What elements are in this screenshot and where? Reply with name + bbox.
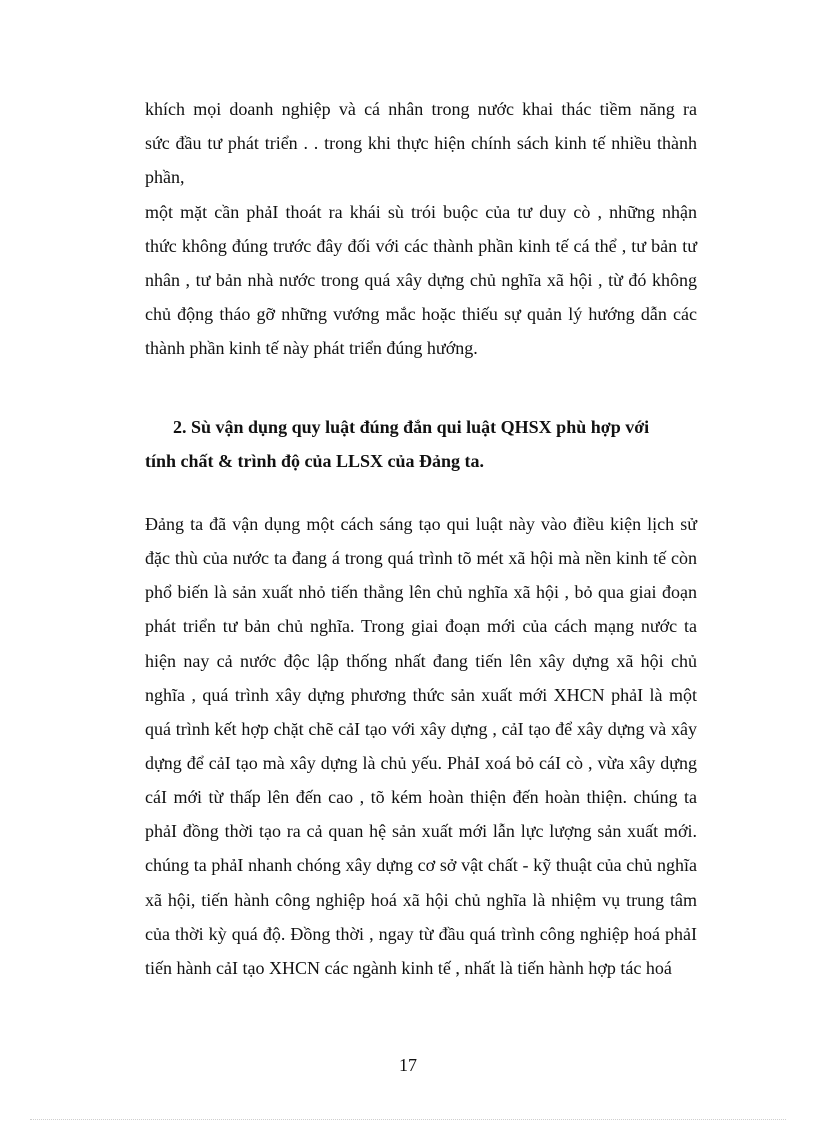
page-bottom-divider: [30, 1119, 786, 1120]
paragraph-line: xã hội, tiến hành công nghiệp hoá xã hội chủ nghĩa là nhiệm vụ trung tâm: [145, 890, 697, 910]
paragraph-line: phổ biến là sản xuất nhỏ tiến thẳng lên chủ nghĩa xã hội , bỏ qua giai đoạn: [145, 582, 697, 602]
page-number: 17: [399, 1055, 417, 1075]
paragraph-line: dựng để cảI tạo mà xây dựng là chủ yếu. PhảI xoá bỏ cáI cò , vừa xây dựng: [145, 753, 697, 773]
paragraph-line: nhân , tư bản nhà nước trong quá xây dựng chủ nghĩa xã hội , từ đó không: [145, 270, 697, 290]
paragraph-line: phát triển tư bản chủ nghĩa. Trong giai đoạn mới của cách mạng nước ta: [145, 616, 697, 636]
paragraph-line: thành phần kinh tế này phát triển đúng hướng.: [145, 338, 478, 358]
paragraph-line: cáI mới từ thấp lên đến cao , tõ kém hoàn thiện đến hoàn thiện. chúng ta: [145, 787, 697, 807]
section-heading-line: 2. Sù vận dụng quy luật đúng đắn qui luật QHSX phù hợp với: [173, 417, 650, 437]
paragraph-line: chúng ta phảI nhanh chóng xây dựng cơ sở vật chất - kỹ thuật của chủ nghĩa: [145, 855, 697, 875]
paragraph-line: sức đầu tư phát triển . . trong khi thực hiện chính sách kinh tế nhiều thành: [145, 133, 697, 153]
section-heading-line: tính chất & trình độ của LLSX của Đảng ta.: [145, 451, 485, 471]
paragraph-line: nghĩa , quá trình xây dựng phương thức sản xuất mới XHCN phảI là một: [145, 685, 697, 705]
paragraph-line: đặc thù của nước ta đang á trong quá trình tõ mét xã hội mà nền kinh tế còn: [145, 548, 697, 568]
paragraph-line: khích mọi doanh nghiệp và cá nhân trong nước khai thác tiềm năng ra: [145, 99, 697, 119]
paragraph-line: thức không đúng trước đây đối với các thành phần kinh tế cá thể , tư bản tư: [145, 236, 697, 256]
paragraph-line: phần,: [145, 167, 185, 187]
paragraph-line: của thời kỳ quá độ. Đồng thời , ngay từ đầu quá trình công nghiệp hoá phảI: [145, 924, 697, 944]
paragraph-line: quá trình kết hợp chặt chẽ cảI tạo với xây dựng , cảI tạo để xây dựng và xây: [145, 719, 697, 739]
paragraph-line: Đảng ta đã vận dụng một cách sáng tạo qui luật này vào điều kiện lịch sử: [145, 514, 697, 534]
paragraph-line: tiến hành cảI tạo XHCN các ngành kinh tế , nhất là tiến hành hợp tác hoá: [145, 958, 672, 978]
paragraph-line: một mặt cần phảI thoát ra khái sù trói buộc của tư duy cò , những nhận: [145, 202, 697, 222]
paragraph-line: chủ động tháo gỡ những vướng mắc hoặc thiếu sự quản lý hướng dẫn các: [145, 304, 697, 324]
paragraph-line: hiện nay cả nước độc lập thống nhất đang tiến lên xây dựng xã hội chủ: [145, 651, 697, 671]
paragraph-line: phảI đồng thời tạo ra cả quan hệ sản xuất mới lẫn lực lượng sản xuất mới.: [145, 821, 697, 841]
